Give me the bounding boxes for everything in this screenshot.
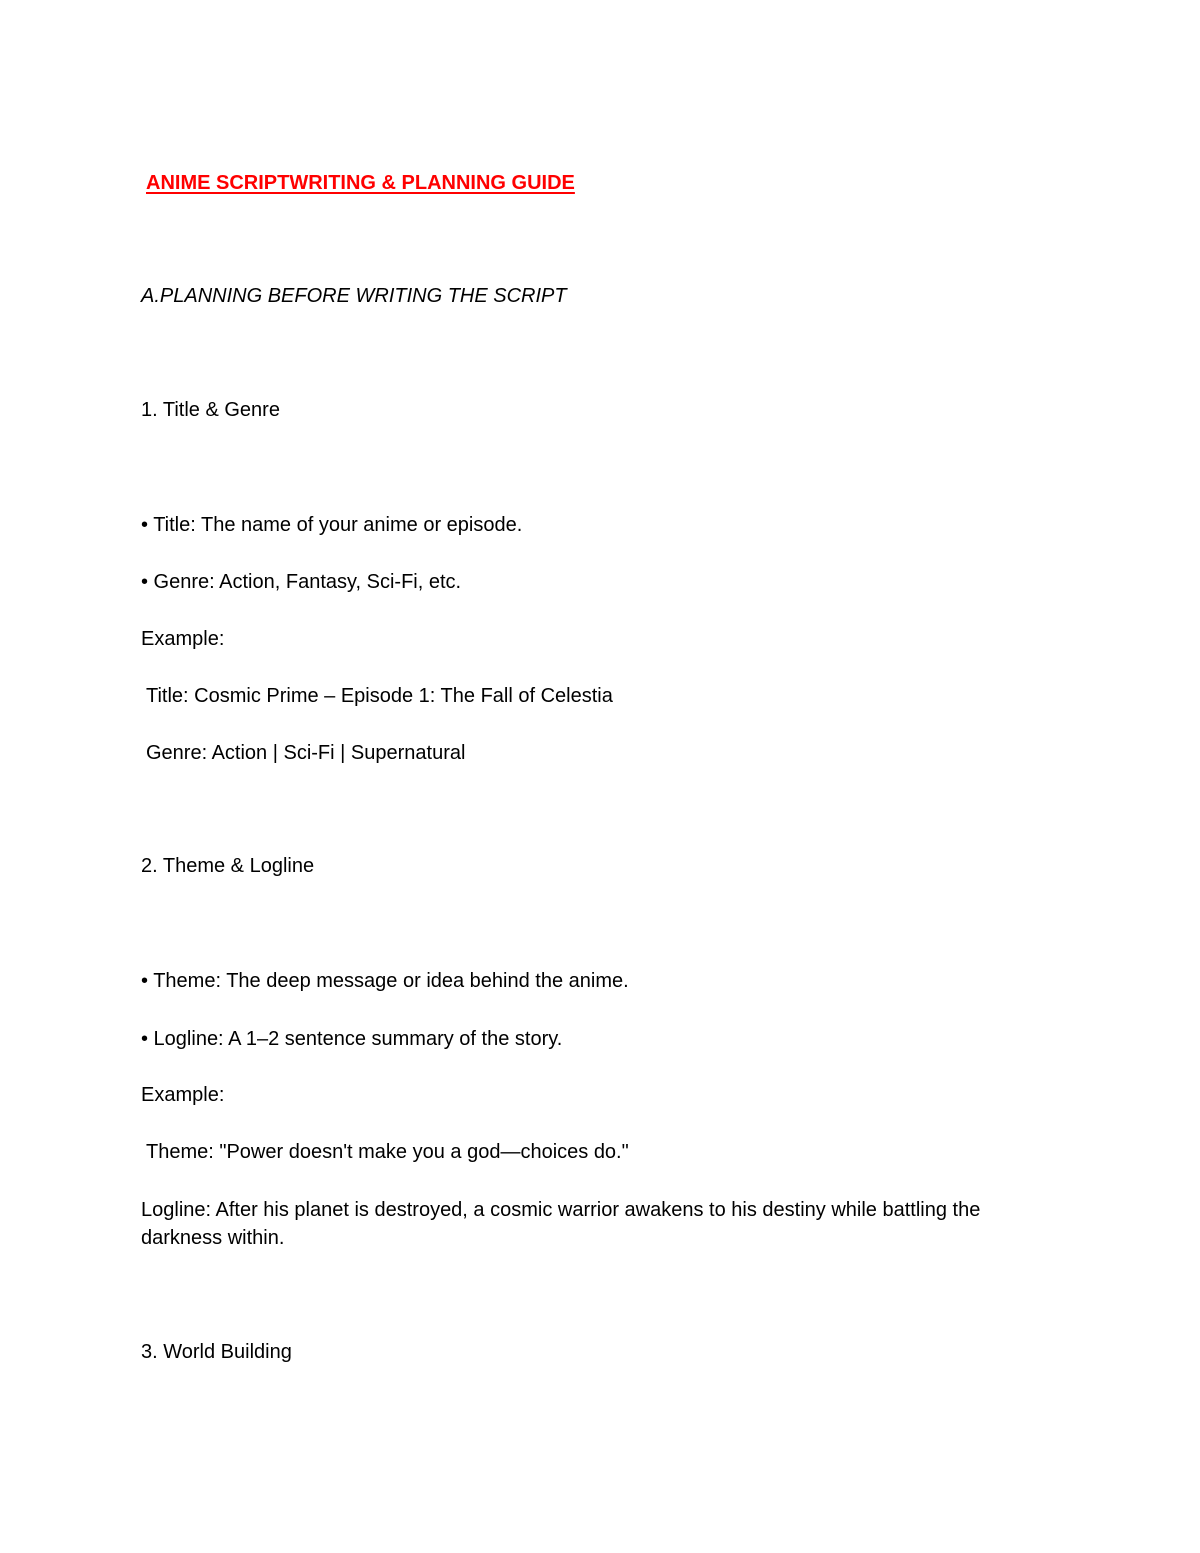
item-3-heading: 3. World Building	[141, 1341, 292, 1363]
item-1-bullet-genre: • Genre: Action, Fantasy, Sci-Fi, etc.	[141, 571, 462, 593]
item-2-example-label: Example:	[141, 1084, 225, 1106]
item-2-bullet-theme: • Theme: The deep message or idea behind the anime.	[141, 970, 629, 992]
section-a-heading: A.PLANNING BEFORE WRITING THE SCRIPT	[141, 285, 567, 307]
item-1-bullet-title: • Title: The name of your anime or episode.	[141, 514, 523, 536]
item-1-example-genre: Genre: Action | Sci-Fi | Supernatural	[146, 742, 466, 764]
item-2-example-theme: Theme: "Power doesn't make you a god—choices do."	[146, 1141, 629, 1163]
item-2-example-logline: Logline: After his planet is destroyed, a cosmic warrior awakens to his destiny while battling the darkness within.	[141, 1199, 981, 1249]
item-2-heading: 2. Theme & Logline	[141, 855, 315, 877]
item-2-bullet-logline: • Logline: A 1–2 sentence summary of the story.	[141, 1028, 563, 1050]
item-1-heading: 1. Title & Genre	[141, 399, 280, 421]
item-1-example-title: Title: Cosmic Prime – Episode 1: The Fall of Celestia	[146, 685, 613, 707]
item-1-example-label: Example:	[141, 628, 225, 650]
document-title: ANIME SCRIPTWRITING & PLANNING GUIDE	[146, 172, 575, 194]
